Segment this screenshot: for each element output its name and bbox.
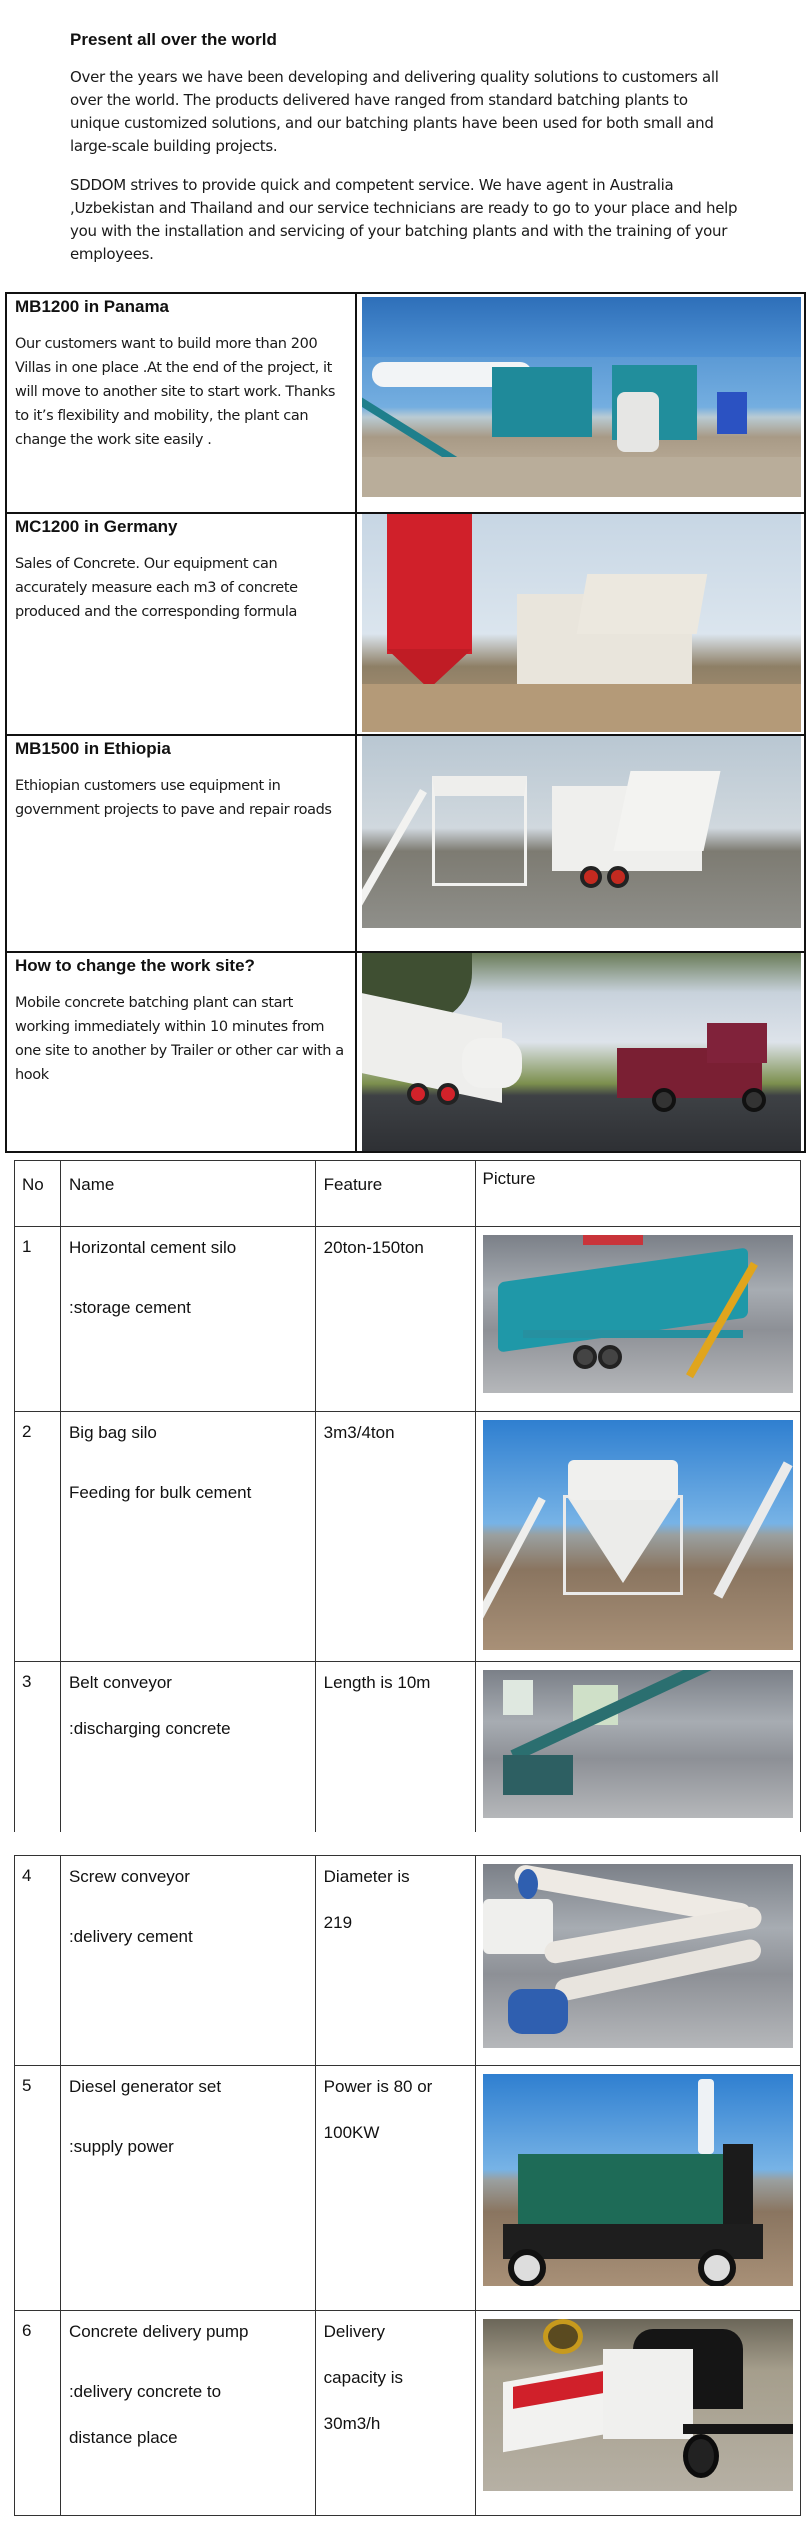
photo-belt-conveyor <box>483 1670 794 1818</box>
row-picture <box>475 1856 800 2066</box>
table-row <box>15 1412 801 1662</box>
case-title: MB1500 in Ethiopia <box>15 739 171 758</box>
row-number: 6 <box>15 2311 61 2516</box>
item-purpose: :supply power <box>68 2137 174 2156</box>
row-feature <box>315 1227 475 1412</box>
case-row-panama <box>7 294 804 512</box>
item-name: Horizontal cement silo <box>68 1238 237 1257</box>
row-feature <box>315 1662 475 1832</box>
case-photo-cell <box>357 736 804 951</box>
item-purpose: :delivery concrete to <box>68 2382 222 2401</box>
table-row <box>15 2066 801 2311</box>
case-title: How to change the work site? <box>15 956 255 975</box>
photo-germany-plant <box>362 514 801 732</box>
photo-towing-plant <box>362 953 801 1151</box>
header-picture: Picture <box>475 1161 801 1227</box>
item-purpose: :delivery cement <box>68 1927 193 1946</box>
case-study-table <box>5 292 806 1153</box>
feature-line: 30m3/h <box>323 2414 381 2433</box>
case-description: Our customers want to build more than 200 Villas in one place .At the end of the project, it will move to another site to start work. Thanks to it’s flexibility and mobility, the plant can change the work site easily . <box>15 336 336 448</box>
case-photo-cell <box>357 514 804 734</box>
feature-line: Diameter is <box>323 1867 410 1886</box>
case-row-change-site <box>7 951 804 1151</box>
equipment-table <box>14 1160 801 1832</box>
row-picture <box>475 2311 800 2516</box>
case-text-cell <box>7 736 357 951</box>
row-picture <box>475 2066 800 2311</box>
case-row-ethiopia <box>7 734 804 951</box>
case-row-germany <box>7 512 804 734</box>
photo-diesel-generator <box>483 2074 793 2286</box>
case-photo-cell <box>357 953 804 1151</box>
photo-big-bag-silo <box>483 1420 794 1650</box>
row-name <box>60 1412 315 1662</box>
feature-line: capacity is <box>323 2368 404 2387</box>
case-text-cell <box>7 953 357 1151</box>
item-purpose-cont: distance place <box>68 2428 178 2447</box>
case-photo-cell <box>357 294 804 512</box>
row-feature <box>315 1856 475 2066</box>
item-name: Concrete delivery pump <box>68 2322 249 2341</box>
row-feature <box>315 1412 475 1662</box>
table-row <box>15 2311 801 2516</box>
case-title: MC1200 in Germany <box>15 517 178 536</box>
case-title: MB1200 in Panama <box>15 297 170 316</box>
case-text-cell <box>7 514 357 734</box>
feature-line: 219 <box>323 1913 353 1932</box>
row-number: 2 <box>15 1412 61 1662</box>
row-name <box>60 2066 315 2311</box>
row-feature <box>315 2066 475 2311</box>
header-no: No <box>15 1161 61 1227</box>
row-number: 3 <box>15 1662 61 1832</box>
intro-paragraph-1: Over the years we have been developing and delivering quality solutions to customers all over the world. The products delivered have ranged from standard batching plants to unique customized solutions, and our batching plants have been used for both small and large-scale building projects. <box>70 68 719 155</box>
item-name: Diesel generator set <box>68 2077 222 2096</box>
feature-line: 20ton-150ton <box>323 1238 424 1257</box>
table-header-row <box>15 1161 801 1227</box>
row-number: 4 <box>15 1856 61 2066</box>
row-picture <box>475 1412 801 1662</box>
row-number: 5 <box>15 2066 61 2311</box>
photo-screw-conveyor <box>483 1864 793 2048</box>
item-purpose: :storage cement <box>68 1298 191 1317</box>
item-name: Belt conveyor <box>68 1673 172 1692</box>
row-picture <box>475 1227 801 1412</box>
item-name: Big bag silo <box>68 1423 157 1442</box>
item-name: Screw conveyor <box>68 1867 190 1886</box>
feature-line: Length is 10m <box>323 1673 431 1692</box>
case-description: Ethiopian customers use equipment in government projects to pave and repair roads <box>15 778 332 818</box>
row-name <box>60 1856 315 2066</box>
item-purpose: :discharging concrete <box>68 1719 231 1738</box>
row-number: 1 <box>15 1227 61 1412</box>
photo-horizontal-silo <box>483 1235 794 1393</box>
feature-line: 100KW <box>323 2123 380 2142</box>
header-name: Name <box>60 1161 315 1227</box>
row-feature <box>315 2311 475 2516</box>
feature-line: Delivery <box>323 2322 386 2341</box>
photo-panama-plant <box>362 297 801 497</box>
table-row <box>15 1856 801 2066</box>
case-text-cell <box>7 294 357 512</box>
row-name <box>60 1227 315 1412</box>
row-name <box>60 2311 315 2516</box>
photo-concrete-pump <box>483 2319 793 2491</box>
feature-line: 3m3/4ton <box>323 1423 395 1442</box>
photo-ethiopia-plant <box>362 736 801 928</box>
intro-section <box>70 28 740 266</box>
row-name <box>60 1662 315 1832</box>
row-picture <box>475 1662 801 1832</box>
table-row <box>15 1227 801 1412</box>
table-row <box>15 1662 801 1832</box>
case-description: Mobile concrete batching plant can start working immediately within 10 minutes from one site to another by Trailer or other car with a hook <box>15 995 344 1083</box>
item-purpose: Feeding for bulk cement <box>68 1483 252 1502</box>
case-description: Sales of Concrete. Our equipment can accurately measure each m3 of concrete produced and the corresponding formula <box>15 556 298 620</box>
header-feature: Feature <box>315 1161 475 1227</box>
intro-paragraph-2: SDDOM strives to provide quick and competent service. We have agent in Australia ,Uzbekistan and Thailand and our service technicians are ready to go to your place and help you with the installation and servicing of your batching plants and with the training of your employees. <box>70 176 738 263</box>
section-title: Present all over the world <box>70 30 277 49</box>
equipment-table-continued <box>14 1855 801 2516</box>
feature-line: Power is 80 or <box>323 2077 433 2096</box>
